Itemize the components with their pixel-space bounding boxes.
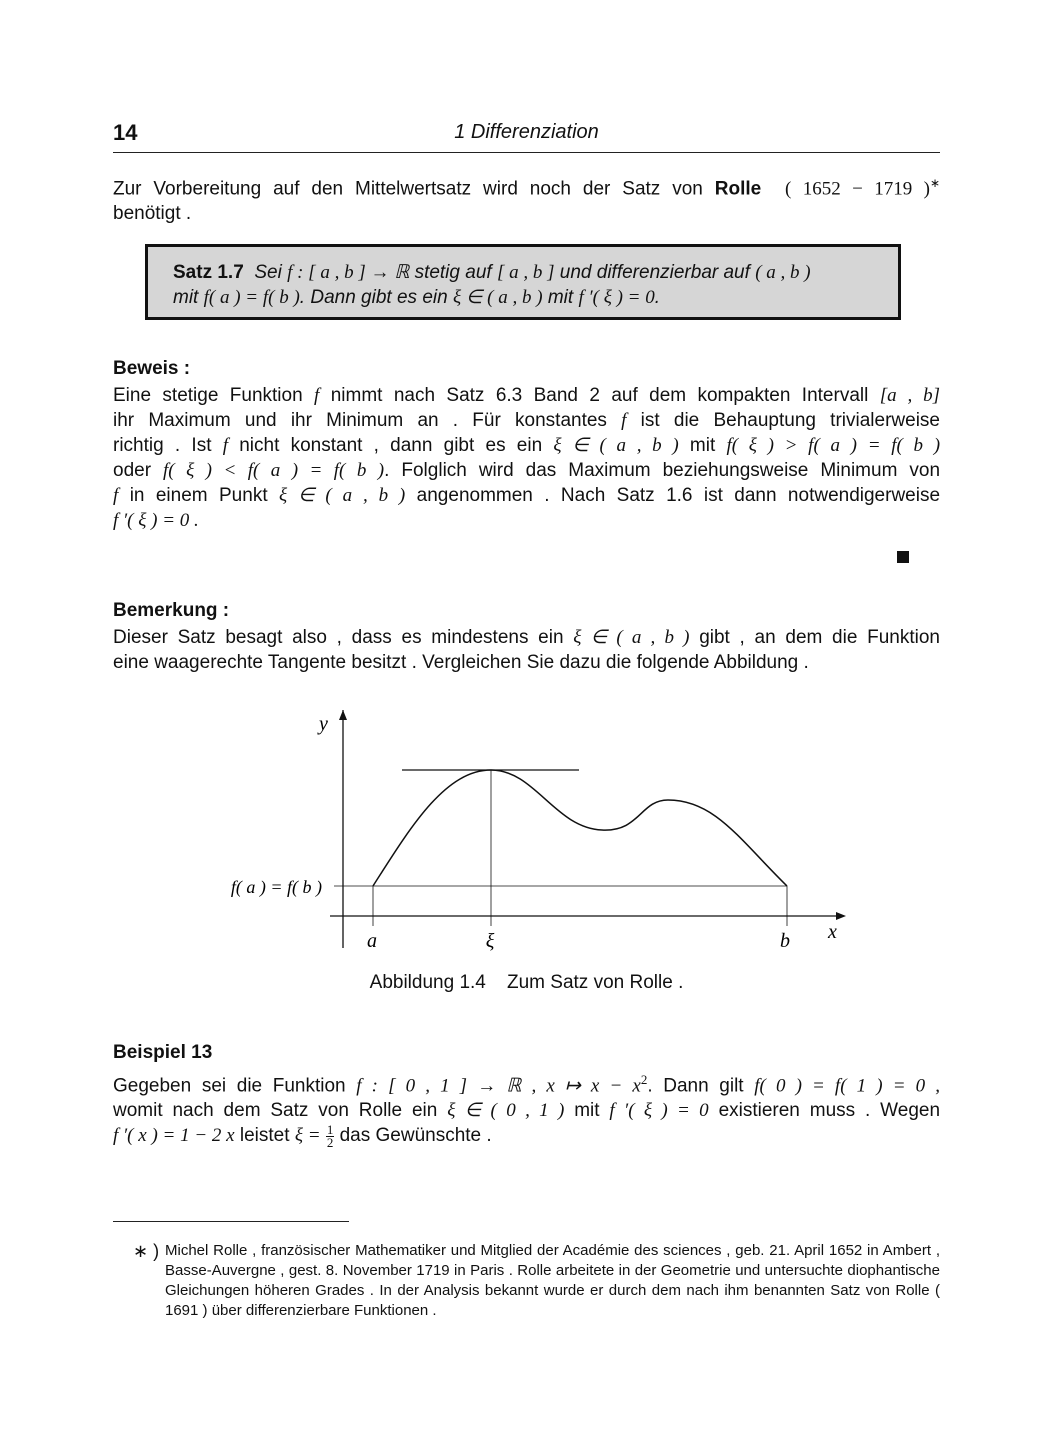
remark-math: ξ ∈ ( a , b ): [573, 627, 690, 648]
proof-math: f: [113, 485, 119, 506]
footnote-text: Michel Rolle , französischer Mathematiker und Mitglied der Académie des sciences , geb. 21. April 1652 in Ambert , Basse-Auvergne , gest. 8. November 1719 in Paris . Rolle arbeitete in der Geometrie und untersuchte diophantische Gleichungen höheren Grades . In der Analysis bekannt wurde er durch dem nach ihm benannten Satz von Rolle ( 1691 ) über differenzierbare Funktionen .: [165, 1242, 940, 1319]
qed-square: [897, 551, 909, 563]
theorem-word: mit: [547, 287, 574, 308]
proof-heading: Beweis :: [113, 358, 191, 379]
intro-text-2: benötigt .: [113, 203, 192, 225]
proof-math: f: [621, 410, 627, 431]
example-text: existieren muss . Wegen: [718, 1100, 941, 1122]
proof-text: richtig . Ist: [113, 435, 212, 456]
fraction-numerator: 1: [326, 1121, 334, 1137]
theorem-word: und differenzierbar auf: [559, 262, 750, 283]
theorem-math: ξ ∈ ( a , b ): [452, 287, 543, 308]
theorem-word: stetig auf: [414, 262, 492, 283]
theorem-label: Satz 1.7: [173, 262, 244, 283]
theorem-word: mit: [173, 287, 199, 308]
proof-math: [a , b]: [879, 385, 940, 406]
example-math: ξ ∈ ( 0 , 1 ): [447, 1100, 565, 1122]
theorem-word: .: [654, 287, 661, 308]
remark-paragraph: [113, 625, 940, 675]
caption-text: Zum Satz von Rolle .: [507, 972, 684, 993]
example-text: Gegeben sei die Funktion: [113, 1075, 346, 1097]
theorem-math: ( a , b ): [755, 262, 811, 283]
example-text: mit: [574, 1100, 600, 1122]
theorem-math: f : [ a , b ] → ℝ: [287, 262, 410, 283]
intro-text: Zur Vorbereitung auf den Mittelwertsatz wird noch der Satz von: [113, 178, 715, 200]
remark-text: Dieser Satz besagt also , dass es mindestens ein: [113, 627, 564, 648]
proof-text: in einem Punkt: [129, 485, 268, 506]
function-curve: [373, 770, 787, 886]
remark-text: gibt , an dem die Funktion: [699, 627, 940, 648]
example-paragraph: [113, 1067, 940, 1149]
running-title: 1 Differenziation: [454, 121, 599, 143]
theorem-word: Sei: [254, 262, 282, 283]
proof-paragraph: [113, 383, 940, 533]
theorem-math: f( a ) = f( b ): [203, 287, 300, 308]
b-label: b: [780, 930, 790, 952]
example-heading: Beispiel 13: [113, 1042, 213, 1063]
proof-text: ihr Maximum und ihr Minimum an . Für konstantes: [113, 410, 607, 431]
footnote-ref: ∗: [929, 176, 941, 190]
example-text: leistet: [239, 1125, 290, 1147]
fraction-one-half: [326, 1121, 335, 1150]
proof-text: ist die Behauptung trivialerweise: [640, 410, 940, 431]
example-text: . Dann gilt: [647, 1075, 744, 1097]
proof-math: ξ ∈ ( a , b ): [553, 435, 679, 456]
proof-math: f( ξ ) > f( a ) = f( b ): [726, 435, 941, 456]
page-header: [113, 118, 940, 153]
proof-text: oder: [113, 460, 152, 481]
a-label: a: [367, 930, 377, 952]
rolle-years: ( 1652 − 1719 ): [785, 178, 930, 200]
figure-caption: [0, 972, 1053, 994]
proof-text: mit: [689, 435, 716, 456]
remark-heading: Bemerkung :: [113, 600, 230, 621]
level-label: f( a ) = f( b ): [230, 877, 322, 897]
example-math: ξ =: [294, 1125, 321, 1147]
x-label: x: [828, 921, 837, 943]
xi-label: ξ: [485, 930, 495, 952]
proof-text: Eine stetige Funktion: [113, 385, 303, 406]
example-math: 2: [640, 1072, 648, 1087]
theorem-math: [ a , b ]: [496, 262, 555, 283]
theorem-box: [145, 244, 901, 320]
proof-math: f( ξ ) < f( a ) = f( b ): [163, 460, 385, 481]
x-axis-arrow-icon: [836, 912, 846, 920]
example-text: womit nach dem Satz von Rolle ein: [113, 1100, 438, 1122]
example-text: das Gewünschte .: [339, 1125, 492, 1147]
proof-math: f ′( ξ ) = 0 .: [113, 510, 199, 531]
remark-text: eine waagerechte Tangente besitzt . Vergleichen Sie dazu die folgende Abbildung .: [113, 652, 809, 673]
fraction-denominator: 2: [326, 1134, 334, 1150]
proof-text: angenommen . Nach Satz 1.6 ist dann notwendigerweise: [416, 485, 941, 506]
example-math: f ′( x ) = 1 − 2 x: [113, 1125, 235, 1147]
example-math: f : [ 0 , 1 ] → ℝ , x ↦ x − x: [356, 1075, 641, 1097]
example-math: f ′( ξ ) = 0: [609, 1100, 709, 1122]
proof-text: . Folglich wird das Maximum beziehungsweise Minimum von: [384, 460, 941, 481]
y-axis-arrow-icon: [339, 710, 347, 720]
theorem-text: [173, 260, 811, 310]
y-label: y: [319, 713, 328, 735]
rolle-figure: [200, 700, 860, 970]
proof-math: f: [222, 435, 228, 456]
intro-paragraph: [113, 171, 940, 226]
proof-math: f: [314, 385, 320, 406]
page-number: 14: [113, 120, 138, 145]
footnote-rule: [113, 1221, 349, 1222]
theorem-word: . Dann gibt es ein: [299, 287, 448, 308]
theorem-math: f ′( ξ ) = 0: [578, 287, 655, 308]
proof-text: nimmt nach Satz 6.3 Band 2 auf dem kompakten Intervall: [330, 385, 869, 406]
footnote-marker: ∗ ): [133, 1241, 160, 1261]
caption-number: Abbildung 1.4: [369, 972, 486, 993]
example-math: f( 0 ) = f( 1 ) = 0 ,: [754, 1075, 940, 1097]
rolle-name: Rolle: [714, 178, 762, 200]
proof-text: nicht konstant , dann gibt es ein: [239, 435, 543, 456]
proof-math: ξ ∈ ( a , b ): [279, 485, 406, 506]
